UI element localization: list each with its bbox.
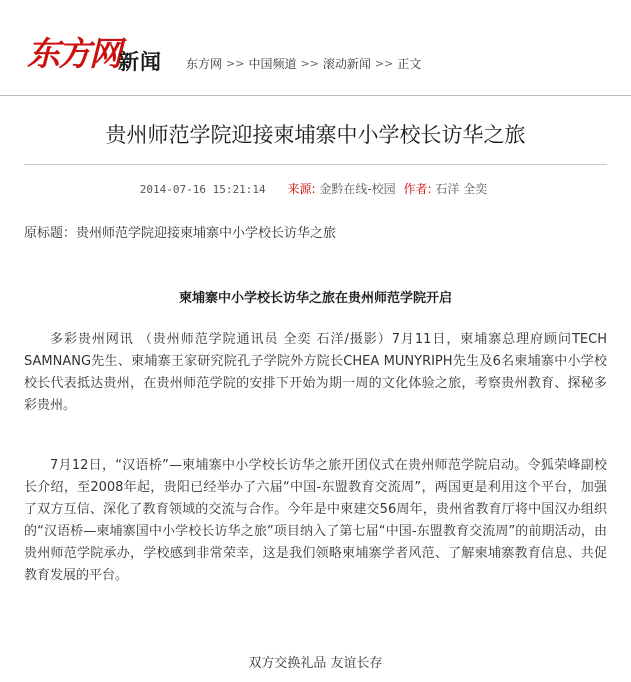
site-logo[interactable]: 东方网 bbox=[27, 34, 120, 73]
breadcrumb-link-rolling-news[interactable]: 滚动新闻 bbox=[322, 57, 371, 71]
breadcrumb bbox=[186, 55, 421, 73]
source-value[interactable]: 金黔在线-校园 bbox=[319, 182, 396, 196]
article-meta bbox=[0, 180, 631, 199]
header-divider bbox=[0, 95, 631, 96]
article-subheading: 柬埔寨中小学校长访华之旅在贵州师范学院开启 bbox=[178, 291, 452, 306]
section-name[interactable]: 新闻 bbox=[118, 50, 162, 74]
article-paragraph: 7月12日，“汉语桥”—柬埔寨中小学校长访华之旅开团仪式在贵州师范学院启动。令狐荣峰副校长介绍，至2008年起，贵阳已经举办了六届“中国-东盟教育交流周”，两国更是利用这个平台，加强了双方互信、深化了教育领域的交流与合作。今年是中柬建交56周年，贵州省教育厅将中国汉办组织的“汉语桥—柬埔寨国中小学校长访华之旅”项目纳入了第七届“中国-东盟教育交流周”的前期活动，由贵州师范学院承办，学校感到非常荣幸，这是我们领略柬埔寨学者风范、了解柬埔寨教育信息、共促教育发展的平台。 bbox=[24, 458, 607, 583]
author-value: 石洋 全奕 bbox=[435, 182, 488, 196]
breadcrumb-separator: >> bbox=[300, 57, 319, 70]
breadcrumb-link-china-channel[interactable]: 中国频道 bbox=[248, 57, 297, 71]
source-label: 来源: bbox=[287, 182, 316, 196]
breadcrumb-current: 正文 bbox=[397, 57, 422, 71]
article-title: 贵州师范学院迎接柬埔寨中小学校长访华之旅 bbox=[105, 123, 526, 147]
breadcrumb-link-home[interactable]: 东方网 bbox=[186, 57, 223, 71]
publish-date: 2014-07-16 15:21:14 bbox=[139, 183, 266, 196]
original-title: 原标题：贵州师范学院迎接柬埔寨中小学校长访华之旅 bbox=[24, 226, 337, 241]
site-header bbox=[0, 0, 631, 96]
breadcrumb-separator: >> bbox=[374, 57, 394, 70]
breadcrumb-separator: >> bbox=[226, 57, 245, 70]
article-paragraph: 多彩贵州网讯 （贵州师范学院通讯员 全奕 石洋/摄影）7月11日，柬埔寨总理府顾问TECH SAMNANG先生、柬埔寨王家研究院孔子学院外方院长CHEA MUNYRIPH先生及6名柬埔寨中小学校校长代表抵达贵州，在贵州师范学院的安排下开始为期一周的文化体验之旅，考察贵州教育、探秘多彩贵州。 bbox=[24, 332, 607, 413]
author-label: 作者: bbox=[403, 182, 432, 196]
image-caption: 双方交换礼品 友谊长存 bbox=[248, 656, 383, 671]
title-divider bbox=[24, 164, 607, 165]
